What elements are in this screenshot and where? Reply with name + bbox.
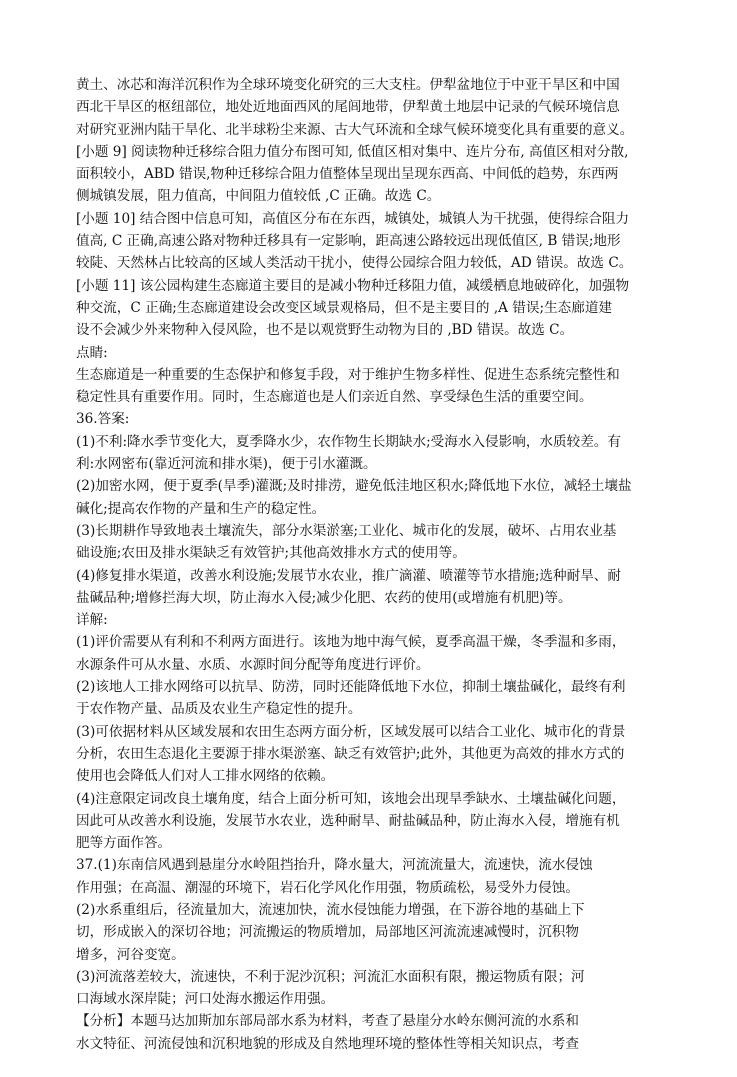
text-line: 稳定性具有重要作用。同时，生态廊道也是人们亲近自然、享受绿色生活的重要空间。 (76, 389, 593, 406)
text-line: 值高, C 正确,高速公路对物种迁移具有一定影响，距高速公路较远出现低值区, B 错误;地形 (76, 233, 621, 250)
section-heading: 详解: (76, 612, 108, 629)
text-line: [小题 11] 该公园构建生态廊道主要目的是减小物种迁移阻力值，减缓栖息地破碎化，加强物 (76, 277, 630, 294)
text-line: 因此可从改善水利设施，发展节水农业，选种耐旱、耐盐碱品种，防止海水入侵，增施有机 (76, 812, 620, 829)
text-line: 肥等方面作答。 (76, 835, 172, 852)
text-line: 设不会减少外来物种入侵风险，也不是以观赏野生动物为目的 ,BD 错误。故选 C。 (76, 322, 574, 339)
text-line: 较陡、天然林占比较高的区域人类活动干扰小，使得公园综合阻力较低，AD 错误。故选 C。 (76, 255, 633, 272)
text-line: 水源条件可从水量、水质、水源时间分配等角度进行评价。 (76, 656, 430, 673)
text-line: 水文特征、河流侵蚀和沉积地貌的形成及自然地理环境的整体性等相关知识点，考查 (76, 1035, 579, 1052)
text-line: (4)注意限定词改良土壤角度，结合上面分析可知，该地会出现旱季缺水、土壤盐碱化问题， (76, 790, 626, 807)
text-line: 增多，河谷变宽。 (76, 946, 185, 963)
text-line: 碱化;提高农作物的产量和生产的稳定性。 (76, 500, 326, 517)
text-line: 生态廊道是一种重要的生态保护和修复手段，对于维护生物多样性、促进生态系统完整性和 (76, 366, 620, 383)
text-line: 口海域水深岸陡；河口处海水搬运作用强。 (76, 991, 335, 1008)
text-line: 对研究亚洲内陆干旱化、北半球粉尘来源、古大气环流和全球气候环境变化具有重要的意义。 (76, 121, 634, 138)
text-line: 利:水网密布(靠近河流和排水渠)，便于引水灌溉。 (76, 456, 377, 473)
text-line: [小题 10] 结合图中信息可知，高值区分布在东西，城镇处，城镇人为干扰强，使得综合阻力 (76, 210, 630, 227)
text-line: 侧城镇发展，阻力值高，中间阻力值较低 ,C 正确。故选 C。 (76, 188, 441, 205)
text-line: 37.(1)东南信风遇到悬崖分水岭阻挡抬升，降水量大，河流流量大，流速快，流水侵蚀 (76, 857, 593, 874)
text-line (76, 1055, 666, 1077)
text-line: (3)长期耕作导致地表土壤流失，部分水渠淤塞;工业化、城市化的发展，破坏、占用农业基 (76, 522, 617, 539)
text-line: (3)可依据材料从区域发展和农田生态两方面分析，区域发展可以结合工业化、城市化的背景 (76, 723, 626, 740)
text-line: 作用强；在高温、潮湿的环境下，岩石化学风化作用强，物质疏松，易受外力侵蚀。 (76, 879, 579, 896)
text-line: 【分析】本题马达加斯加东部局部水系为材料，考查了悬崖分水岭东侧河流的水系和 (76, 1013, 579, 1030)
text-line: (1)不利:降水季节变化大，夏季降水少，农作物生长期缺水;受海水入侵影响，水质较差。有 (76, 433, 621, 450)
text-line: 面积较小，ABD 错误,物种迁移综合阻力值整体呈现出呈现东西高、中间低的趋势，东西两 (76, 166, 619, 183)
text-line: 础设施;农田及排水渠缺乏有效管护;其他高效排水方式的使用等。 (76, 545, 466, 562)
text-line: (2)该地人工排水网络可以抗旱、防涝，同时还能降低地下水位，抑制土壤盐碱化，最终有利 (76, 679, 626, 696)
text-line: [小题 9] 阅读物种迁移综合阻力值分布图可知, 低值区相对集中、连片分布, 高值区相对分散, (76, 143, 629, 160)
text-line: 西北干旱区的枢纽部位，地处近地面西风的尾闾地带，伊犁黄土地层中记录的气候环境信息 (76, 99, 620, 116)
section-heading: 点睛: (76, 344, 108, 361)
text-line: (3)河流落差较大，流速快，不利于泥沙沉积；河流汇水面积有限，搬运物质有限；河 (76, 968, 585, 985)
document-page (76, 74, 666, 1077)
text-line: (2)加密水网，便于夏季(旱季)灌溉;及时排涝，避免低洼地区积水;降低地下水位，减轻土壤盐 (76, 478, 632, 495)
text-line: 于农作物产量、品质及农业生产稳定性的提升。 (76, 701, 362, 718)
text-line: 切，形成嵌入的深切谷地；河流搬运的物质增加，局部地区河流流速减慢时，沉积物 (76, 924, 579, 941)
text-line: 盐碱品种;增修拦海大坝，防止海水入侵;减少化肥、农药的使用(或增施有机肥)等。 (76, 589, 572, 606)
text-line: 黄土、冰芯和海洋沉积作为全球环境变化研究的三大支柱。伊犁盆地位于中亚干旱区和中国 (76, 77, 620, 93)
text-line: 种交流，C 正确;生态廊道建设会改变区域景观格局，但不是主要目的 ,A 错误;生态廊道建 (76, 299, 613, 316)
text-line: (4)修复排水渠道，改善水利设施;发展节水农业，推广滴灌、喷灌等节水措施;选种耐旱、耐 (76, 567, 621, 584)
text-line: 分析，农田生态退化主要源于排水渠淤塞、缺乏有效管护;此外，其他更为高效的排水方式的 (76, 745, 625, 762)
text-line: 使用也会降低人们对人工排水网络的依赖。 (76, 768, 335, 785)
text-line: (2)水系重组后，径流量加大，流速加快，流水侵蚀能力增强，在下游谷地的基础上下 (76, 901, 585, 918)
text-line: (1)评价需要从有利和不利两方面进行。该地为地中海气候，夏季高温干燥，冬季温和多雨， (76, 634, 626, 651)
section-heading: 36.答案: (76, 411, 130, 428)
